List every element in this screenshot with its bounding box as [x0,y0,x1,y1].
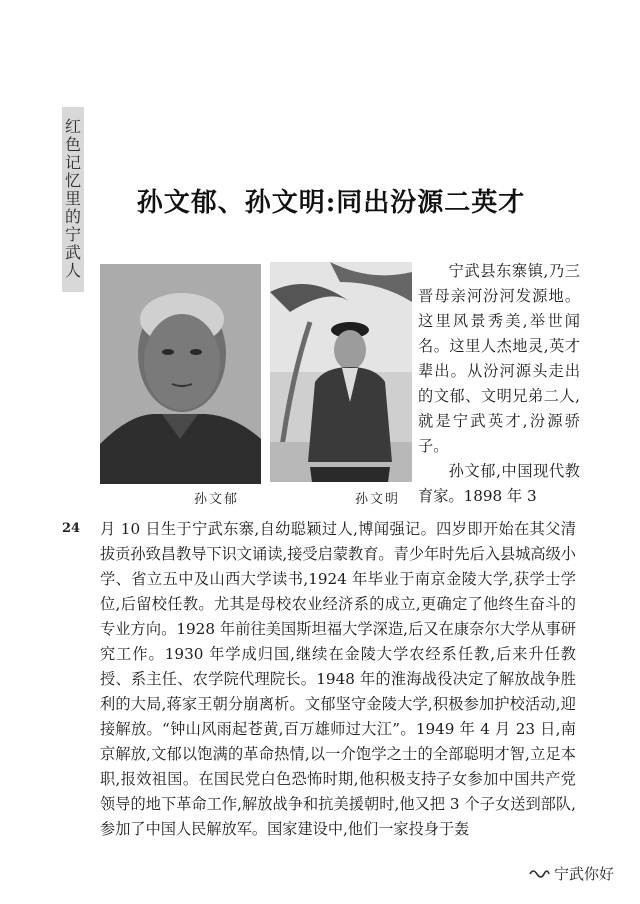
second-para-start: 孙文郁,中国现代教育家。1898 年 3 [418,462,580,505]
side-label: 红色记忆里的宁武人 [64,117,81,280]
wechat-channel-icon [528,866,550,882]
intro-paragraph [418,259,580,509]
portrait-photo-sun-wenyu [100,264,261,484]
portrait-photo-sun-wenming [270,262,412,482]
caption-right: 孙文明 [355,492,401,507]
watermark [528,863,614,884]
intro-text: 宁武县东寨镇,乃三晋母亲河汾河发源地。这里风景秀美,举世闻名。这里人杰地灵,英才辈出。从汾河源头走出的文郁、文明兄弟二人,就是宁武英才,汾源骄子。 [418,262,580,455]
watermark-text: 宁武你好 [554,865,615,883]
main-paragraph: 月 10 日生于宁武东寨,自幼聪颖过人,博闻强记。四岁即开始在其父清拔贡孙致昌教导下识文诵读,接受启蒙教育。青少年时先后入县城高级小学、省立五中及山西大学读书,1924 年毕业于南京金陵大学,获学士学位,后留校任教。尤其是母校农业经济系的成立,更确定了他终生奋斗的专业方向。1928 年前往美国斯坦福大学深造,后又在康奈尔大学从事研究工作。1930 年学成归国,继续在金陵大学农经系任教,后来升任教授、系主任、农学院代理院长。1948 年的淮海战役决定了解放战争胜利的大局,蒋家王朝分崩离析。文郁坚守金陵大学,积极参加护校活动,迎接解放。“钟山风雨起苍黄,百万雄师过大江”。1949 年 4 月 23 日,南京解放,文郁以饱满的革命热情,以一介饱学之士的全部聪明才智,立足本职,报效祖国。在国民党白色恐怖时期,他积极支持子女参加中国共产党领导的地下革命工作,解放战争和抗美援朝时,他又把 3 个子女送到部队,参加了中国人民解放军。国家建设中,他们一家投身于轰 [100,520,576,838]
page-number: 24 [62,521,81,536]
caption-left: 孙文郁 [194,492,240,507]
page-title: 孙文郁、孙文明:同出汾源二英才 [136,188,526,218]
